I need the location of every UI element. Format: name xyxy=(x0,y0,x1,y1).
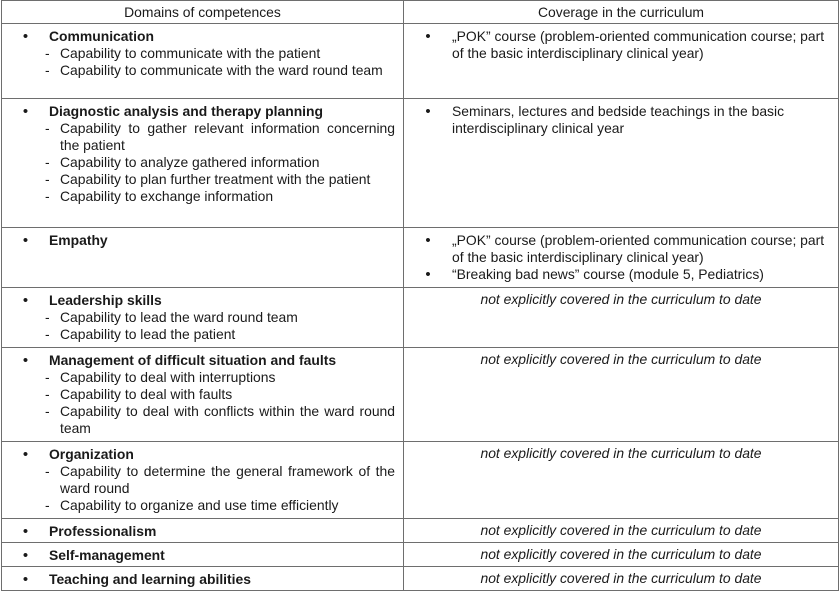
dash-icon: - xyxy=(45,188,50,204)
table-row xyxy=(2,567,839,591)
domain-cell xyxy=(2,543,404,567)
dash-icon: - xyxy=(45,497,50,513)
bullet-icon: • xyxy=(425,28,431,45)
domain-cell xyxy=(2,228,404,288)
domain-cell xyxy=(2,99,404,228)
domain-title: Diagnostic analysis and therapy planning xyxy=(49,103,324,119)
bullet-icon: • xyxy=(425,103,431,120)
bullet-icon: • xyxy=(22,103,29,120)
bullet-icon: • xyxy=(22,571,29,588)
domain-title: Organization xyxy=(49,446,134,462)
sub-capability: Capability to plan further treatment with the patient xyxy=(60,171,371,187)
dash-icon: - xyxy=(45,369,50,385)
dash-icon: - xyxy=(45,45,50,61)
not-covered-note: not explicitly covered in the curriculum to date xyxy=(480,291,762,307)
bullet-icon: • xyxy=(22,547,29,564)
coverage-cell xyxy=(404,288,839,348)
table-row xyxy=(2,24,839,99)
table-row xyxy=(2,288,839,348)
domain-cell xyxy=(2,567,404,591)
dash-icon: - xyxy=(45,154,50,170)
coverage-header: Coverage in the curriculum xyxy=(404,1,839,24)
sub-capability: Capability to lead the patient xyxy=(60,326,236,342)
coverage-item: „POK” course (problem-oriented communication course; part of the basic interdisciplinary clinical year) xyxy=(452,28,825,61)
domain-title: Leadership skills xyxy=(49,292,162,308)
coverage-item: “Breaking bad news” course (module 5, Pediatrics) xyxy=(452,266,764,282)
coverage-item: Seminars, lectures and bedside teachings in the basic interdisciplinary clinical year xyxy=(452,103,785,136)
dash-icon: - xyxy=(45,403,50,419)
table-row xyxy=(2,348,839,442)
coverage-item: „POK” course (problem-oriented communication course; part of the basic interdisciplinary clinical year) xyxy=(452,232,825,265)
sub-capability: Capability to deal with conflicts within the ward round team xyxy=(60,403,395,436)
dash-icon: - xyxy=(45,62,50,78)
domains-header: Domains of competences xyxy=(2,1,404,24)
dash-icon: - xyxy=(45,326,50,342)
bullet-icon: • xyxy=(22,352,29,369)
sub-capability: Capability to analyze gathered information xyxy=(60,154,320,170)
sub-capability: Capability to organize and use time efficiently xyxy=(60,497,339,513)
not-covered-note: not explicitly covered in the curriculum to date xyxy=(480,570,762,586)
bullet-icon: • xyxy=(425,232,431,249)
competence-table xyxy=(1,0,839,591)
sub-capability: Capability to deal with faults xyxy=(60,386,233,402)
domain-cell xyxy=(2,24,404,99)
table-row xyxy=(2,442,839,519)
coverage-cell xyxy=(404,348,839,442)
domain-cell xyxy=(2,442,404,519)
not-covered-note: not explicitly covered in the curriculum to date xyxy=(480,522,762,538)
domain-title: Empathy xyxy=(49,232,108,248)
bullet-icon: • xyxy=(22,446,29,463)
not-covered-note: not explicitly covered in the curriculum to date xyxy=(480,351,762,367)
domain-cell xyxy=(2,519,404,543)
domain-title: Professionalism xyxy=(49,523,157,539)
coverage-cell xyxy=(404,519,839,543)
coverage-cell xyxy=(404,24,839,99)
header-row xyxy=(2,1,839,24)
dash-icon: - xyxy=(45,463,50,479)
not-covered-note: not explicitly covered in the curriculum to date xyxy=(480,445,762,461)
dash-icon: - xyxy=(45,386,50,402)
domain-title: Self-management xyxy=(49,547,165,563)
table-row xyxy=(2,519,839,543)
coverage-cell xyxy=(404,99,839,228)
dash-icon: - xyxy=(45,120,50,136)
sub-capability: Capability to exchange information xyxy=(60,188,274,204)
dash-icon: - xyxy=(45,171,50,187)
coverage-cell xyxy=(404,442,839,519)
domain-title: Communication xyxy=(49,28,154,44)
sub-capability: Capability to communicate with the patient xyxy=(60,45,321,61)
coverage-cell xyxy=(404,228,839,288)
sub-capability: Capability to determine the general framework of the ward round xyxy=(60,463,395,496)
table-row xyxy=(2,99,839,228)
bullet-icon: • xyxy=(425,266,431,283)
bullet-icon: • xyxy=(22,523,29,540)
bullet-icon: • xyxy=(22,28,29,45)
not-covered-note: not explicitly covered in the curriculum to date xyxy=(480,546,762,562)
domain-cell xyxy=(2,348,404,442)
table-row xyxy=(2,228,839,288)
bullet-icon: • xyxy=(22,292,29,309)
sub-capability: Capability to lead the ward round team xyxy=(60,309,298,325)
coverage-cell xyxy=(404,567,839,591)
sub-capability: Capability to deal with interruptions xyxy=(60,369,276,385)
coverage-cell xyxy=(404,543,839,567)
dash-icon: - xyxy=(45,309,50,325)
sub-capability: Capability to gather relevant information concerning the patient xyxy=(60,120,395,153)
table-row xyxy=(2,543,839,567)
domain-cell xyxy=(2,288,404,348)
domain-title: Management of difficult situation and faults xyxy=(49,352,337,368)
domain-title: Teaching and learning abilities xyxy=(49,571,251,587)
bullet-icon: • xyxy=(22,232,29,249)
sub-capability: Capability to communicate with the ward round team xyxy=(60,62,383,78)
